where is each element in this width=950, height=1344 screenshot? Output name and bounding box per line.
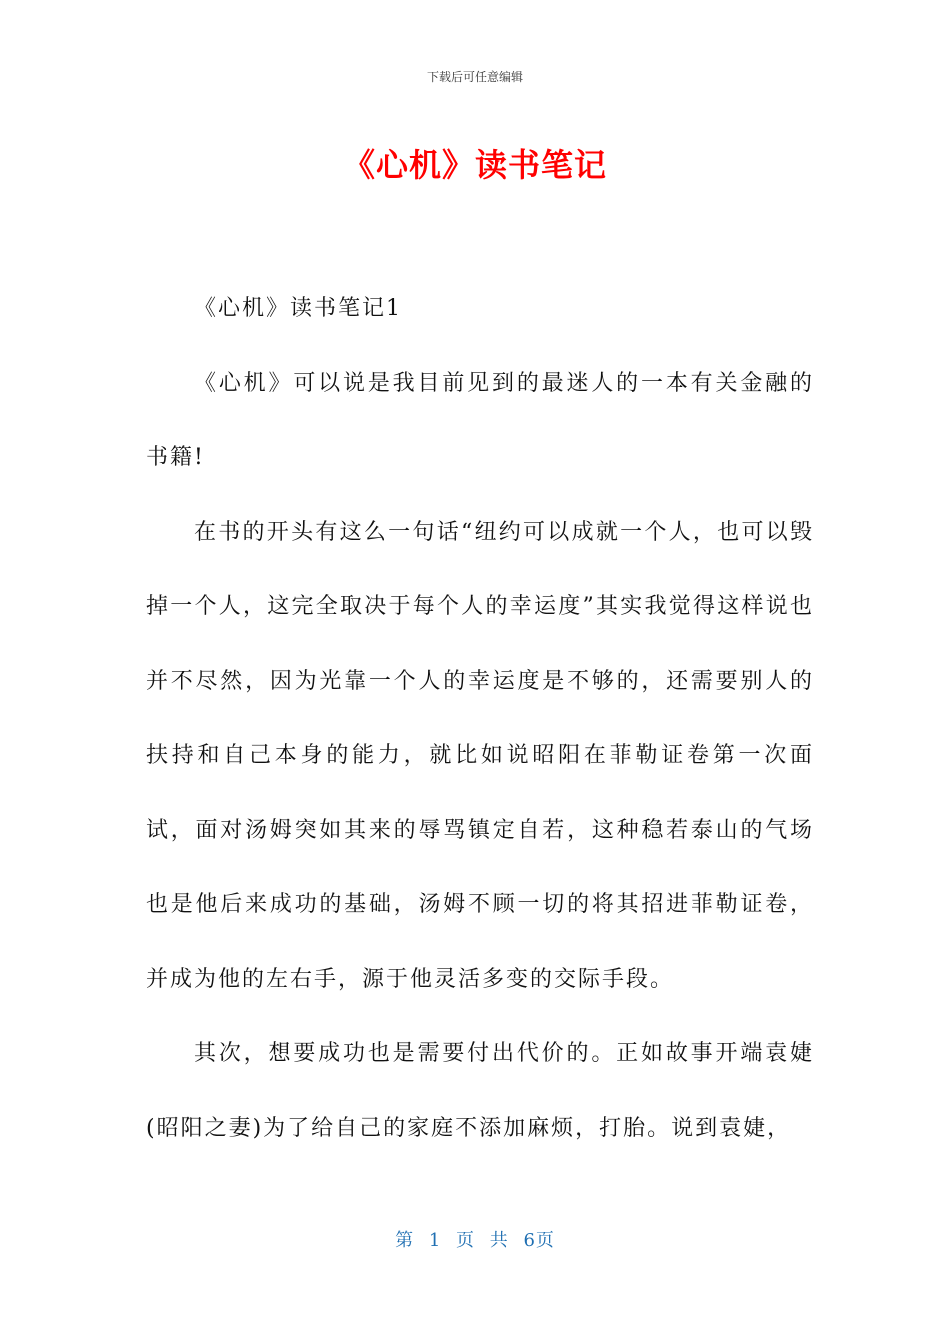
footer-label-total: 共 — [489, 1230, 509, 1251]
paragraph-opening-quote: 在书的开头有这么一句话“纽约可以成就一个人，也可以毁掉一个人，这完全取决于每个人的幸运度”其实我觉得这样说也并不尽然，因为光靠一个人的幸运度是不够的，还需要别人的扶持和自己本身的能力，就比如说昭阳在菲勒证卷第一次面试，面对汤姆突如其来的辱骂镇定自若，这种稳若泰山的气场也是他后来成功的基础，汤姆不顾一切的将其招进菲勒证卷，并成为他的左右手，源于他灵活多变的交际手段。 — [146, 519, 814, 992]
footer-total-pages: 6页 — [523, 1230, 555, 1251]
paragraph-intro: 《心机》可以说是我目前见到的最迷人的一本有关金融的书籍! — [146, 370, 814, 470]
footer-label-page: 第 — [395, 1230, 415, 1251]
document-title: 《心机》读书笔记 — [342, 146, 607, 184]
page-footer — [0, 1226, 950, 1252]
footer-label-page-unit: 页 — [456, 1230, 475, 1251]
paragraph-cost-of-success: 其次，想要成功也是需要付出代价的。正如故事开端袁婕(昭阳之妻)为了给自己的家庭不添加麻烦，打胎。说到袁婕， — [146, 1041, 814, 1141]
document-body — [146, 272, 814, 1166]
header-note: 下载后可任意编辑 — [426, 70, 523, 84]
footer-page-number: 1 — [428, 1230, 442, 1251]
paragraph-subtitle: 《心机》读书笔记1 — [194, 296, 402, 321]
